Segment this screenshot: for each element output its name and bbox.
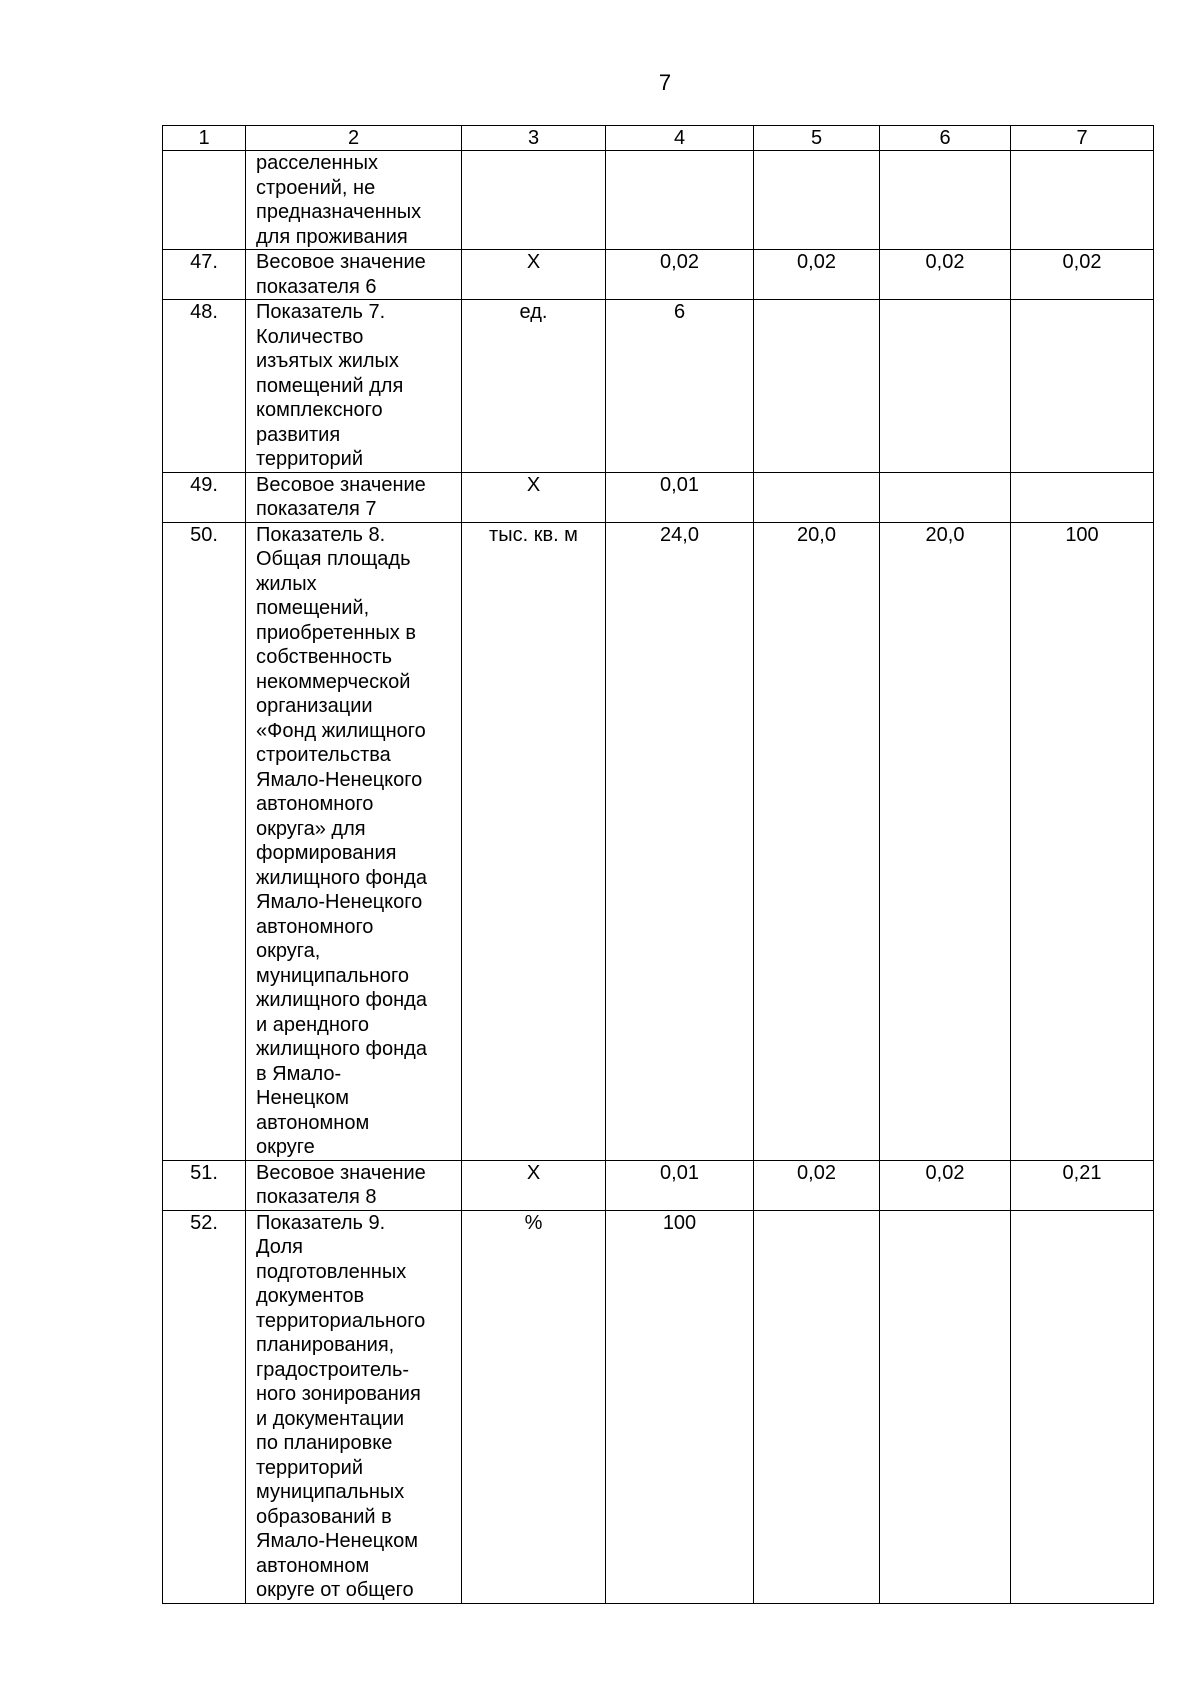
indicator-name-cell	[246, 522, 462, 1160]
indicator-name-line: изъятых жилых	[256, 350, 399, 372]
unit-cell: Х	[462, 1160, 606, 1210]
indicator-name-line: Общая площадь	[256, 548, 411, 570]
indicator-name-line: территориального	[256, 1309, 426, 1332]
indicator-name-line: жилых	[256, 572, 317, 595]
indicator-name-line: Ямало-Ненецкого	[256, 891, 423, 913]
indicator-name-line: жилищного фонда	[256, 866, 427, 889]
table-row	[163, 1160, 1154, 1210]
indicator-name-line: формирования	[256, 842, 397, 864]
unit-cell: %	[462, 1210, 606, 1603]
row-number-cell: 49.	[163, 472, 246, 522]
indicator-name-line: образований в	[256, 1505, 392, 1528]
indicator-name-line: подготовленных	[256, 1260, 407, 1283]
col5-value-cell	[754, 151, 880, 250]
unit-cell: Х	[462, 472, 606, 522]
indicators-table	[162, 125, 1154, 1604]
col7-value-cell	[1011, 300, 1154, 473]
col4-value-cell	[606, 151, 754, 250]
indicator-name-line: Доля	[256, 1236, 303, 1258]
table-row	[163, 300, 1154, 473]
indicator-name-line: некоммерческой	[256, 670, 411, 693]
indicator-name-line: помещений для	[256, 374, 404, 397]
row-number-cell: 48.	[163, 300, 246, 473]
indicator-name-line: автономного	[256, 793, 374, 815]
indicator-name-line: приобретенных в	[256, 621, 416, 644]
col5-value-cell	[754, 1210, 880, 1603]
indicator-name-line: планирования,	[256, 1334, 395, 1356]
indicator-name-cell	[246, 1210, 462, 1603]
table-header-row	[163, 126, 1154, 151]
indicator-name-line: жилищного фонда	[256, 1038, 427, 1060]
row-number-cell: 52.	[163, 1210, 246, 1603]
col4-value-cell: 24,0	[606, 522, 754, 1160]
col5-value-cell	[754, 472, 880, 522]
indicator-name-line: Весовое значение	[256, 473, 426, 496]
indicator-name-line: округе	[256, 1136, 315, 1158]
indicator-name-line: жилищного фонда	[256, 989, 427, 1011]
indicator-name-line: документов	[256, 1285, 365, 1307]
col6-value-cell: 20,0	[880, 522, 1011, 1160]
col6-value-cell: 0,02	[880, 250, 1011, 300]
header-cell: 1	[163, 126, 246, 151]
indicator-name-line: «Фонд жилищного	[256, 719, 426, 742]
unit-cell: Х	[462, 250, 606, 300]
row-number-cell: 51.	[163, 1160, 246, 1210]
indicator-name-line: Весовое значение	[256, 1161, 426, 1184]
header-cell: 2	[246, 126, 462, 151]
indicator-name-line: показателя 7	[256, 498, 377, 520]
row-number-cell: 50.	[163, 522, 246, 1160]
indicator-name-line: показателя 8	[256, 1186, 377, 1208]
col5-value-cell: 20,0	[754, 522, 880, 1160]
row-number-cell	[163, 151, 246, 250]
col4-value-cell: 0,01	[606, 472, 754, 522]
col5-value-cell: 0,02	[754, 250, 880, 300]
indicator-name-line: и документации	[256, 1407, 405, 1430]
table-row	[163, 250, 1154, 300]
indicator-name-line: по планировке	[256, 1432, 393, 1454]
indicator-name-line: округа» для	[256, 817, 366, 840]
indicator-name-line: автономном	[256, 1111, 370, 1134]
col4-value-cell: 0,02	[606, 250, 754, 300]
indicator-name-line: Показатель 8.	[256, 523, 386, 546]
col4-value-cell: 6	[606, 300, 754, 473]
indicator-name-line: и арендного	[256, 1013, 369, 1036]
indicator-name-line: показателя 6	[256, 275, 377, 298]
col6-value-cell	[880, 1210, 1011, 1603]
header-cell: 5	[754, 126, 880, 151]
indicator-name-line: развития	[256, 423, 341, 446]
table-row	[163, 522, 1154, 1160]
col6-value-cell	[880, 300, 1011, 473]
indicator-name-line: Показатель 7.	[256, 301, 386, 323]
col5-value-cell: 0,02	[754, 1160, 880, 1210]
indicator-name-cell	[246, 300, 462, 473]
indicator-name-line: территорий	[256, 1456, 364, 1479]
indicator-name-line: территорий	[256, 448, 364, 470]
header-cell: 4	[606, 126, 754, 151]
unit-cell: ед.	[462, 300, 606, 473]
indicator-name-line: Ямало-Ненецкого	[256, 768, 423, 791]
indicator-name-line: автономного	[256, 915, 374, 938]
indicator-name-line: комплексного	[256, 399, 383, 421]
col6-value-cell	[880, 151, 1011, 250]
indicator-name-cell	[246, 1160, 462, 1210]
indicator-name-line: Весовое значение	[256, 251, 426, 273]
indicator-name-line: ного зонирования	[256, 1383, 421, 1405]
header-cell: 6	[880, 126, 1011, 151]
col6-value-cell: 0,02	[880, 1160, 1011, 1210]
row-number-cell: 47.	[163, 250, 246, 300]
table-row	[163, 472, 1154, 522]
indicator-name-line: округе от общего	[256, 1579, 414, 1601]
indicator-name-line: предназначенных	[256, 201, 422, 223]
indicator-name-line: помещений,	[256, 597, 370, 619]
col7-value-cell: 100	[1011, 522, 1154, 1160]
col7-value-cell: 0,02	[1011, 250, 1154, 300]
header-cell: 3	[462, 126, 606, 151]
table-row	[163, 1210, 1154, 1603]
indicator-name-line: для проживания	[256, 225, 408, 248]
indicator-name-line: организации	[256, 695, 373, 717]
indicator-name-cell	[246, 250, 462, 300]
col7-value-cell	[1011, 151, 1154, 250]
indicator-name-line: Ненецком	[256, 1087, 350, 1109]
indicator-name-line: автономном	[256, 1554, 370, 1577]
indicator-name-line: муниципальных	[256, 1481, 405, 1503]
indicator-name-line: градостроитель-	[256, 1358, 410, 1381]
header-cell: 7	[1011, 126, 1154, 151]
col4-value-cell: 100	[606, 1210, 754, 1603]
indicator-name-line: в Ямало-	[256, 1062, 342, 1085]
col7-value-cell	[1011, 1210, 1154, 1603]
indicator-name-line: строений, не	[256, 176, 376, 199]
col5-value-cell	[754, 300, 880, 473]
indicator-name-line: собственность	[256, 646, 393, 668]
indicator-name-line: Ямало-Ненецком	[256, 1530, 419, 1552]
col7-value-cell: 0,21	[1011, 1160, 1154, 1210]
indicator-name-line: Количество	[256, 325, 364, 348]
indicator-name-cell	[246, 151, 462, 250]
indicator-name-cell	[246, 472, 462, 522]
unit-cell: тыс. кв. м	[462, 522, 606, 1160]
indicator-name-line: Показатель 9.	[256, 1211, 386, 1234]
indicator-name-line: округа,	[256, 940, 321, 962]
indicator-name-line: расселенных	[256, 152, 378, 174]
col4-value-cell: 0,01	[606, 1160, 754, 1210]
page-number: 7	[658, 70, 672, 95]
unit-cell	[462, 151, 606, 250]
table-row	[163, 151, 1154, 250]
col7-value-cell	[1011, 472, 1154, 522]
indicator-name-line: строительства	[256, 744, 391, 766]
indicator-name-line: муниципального	[256, 964, 410, 987]
col6-value-cell	[880, 472, 1011, 522]
